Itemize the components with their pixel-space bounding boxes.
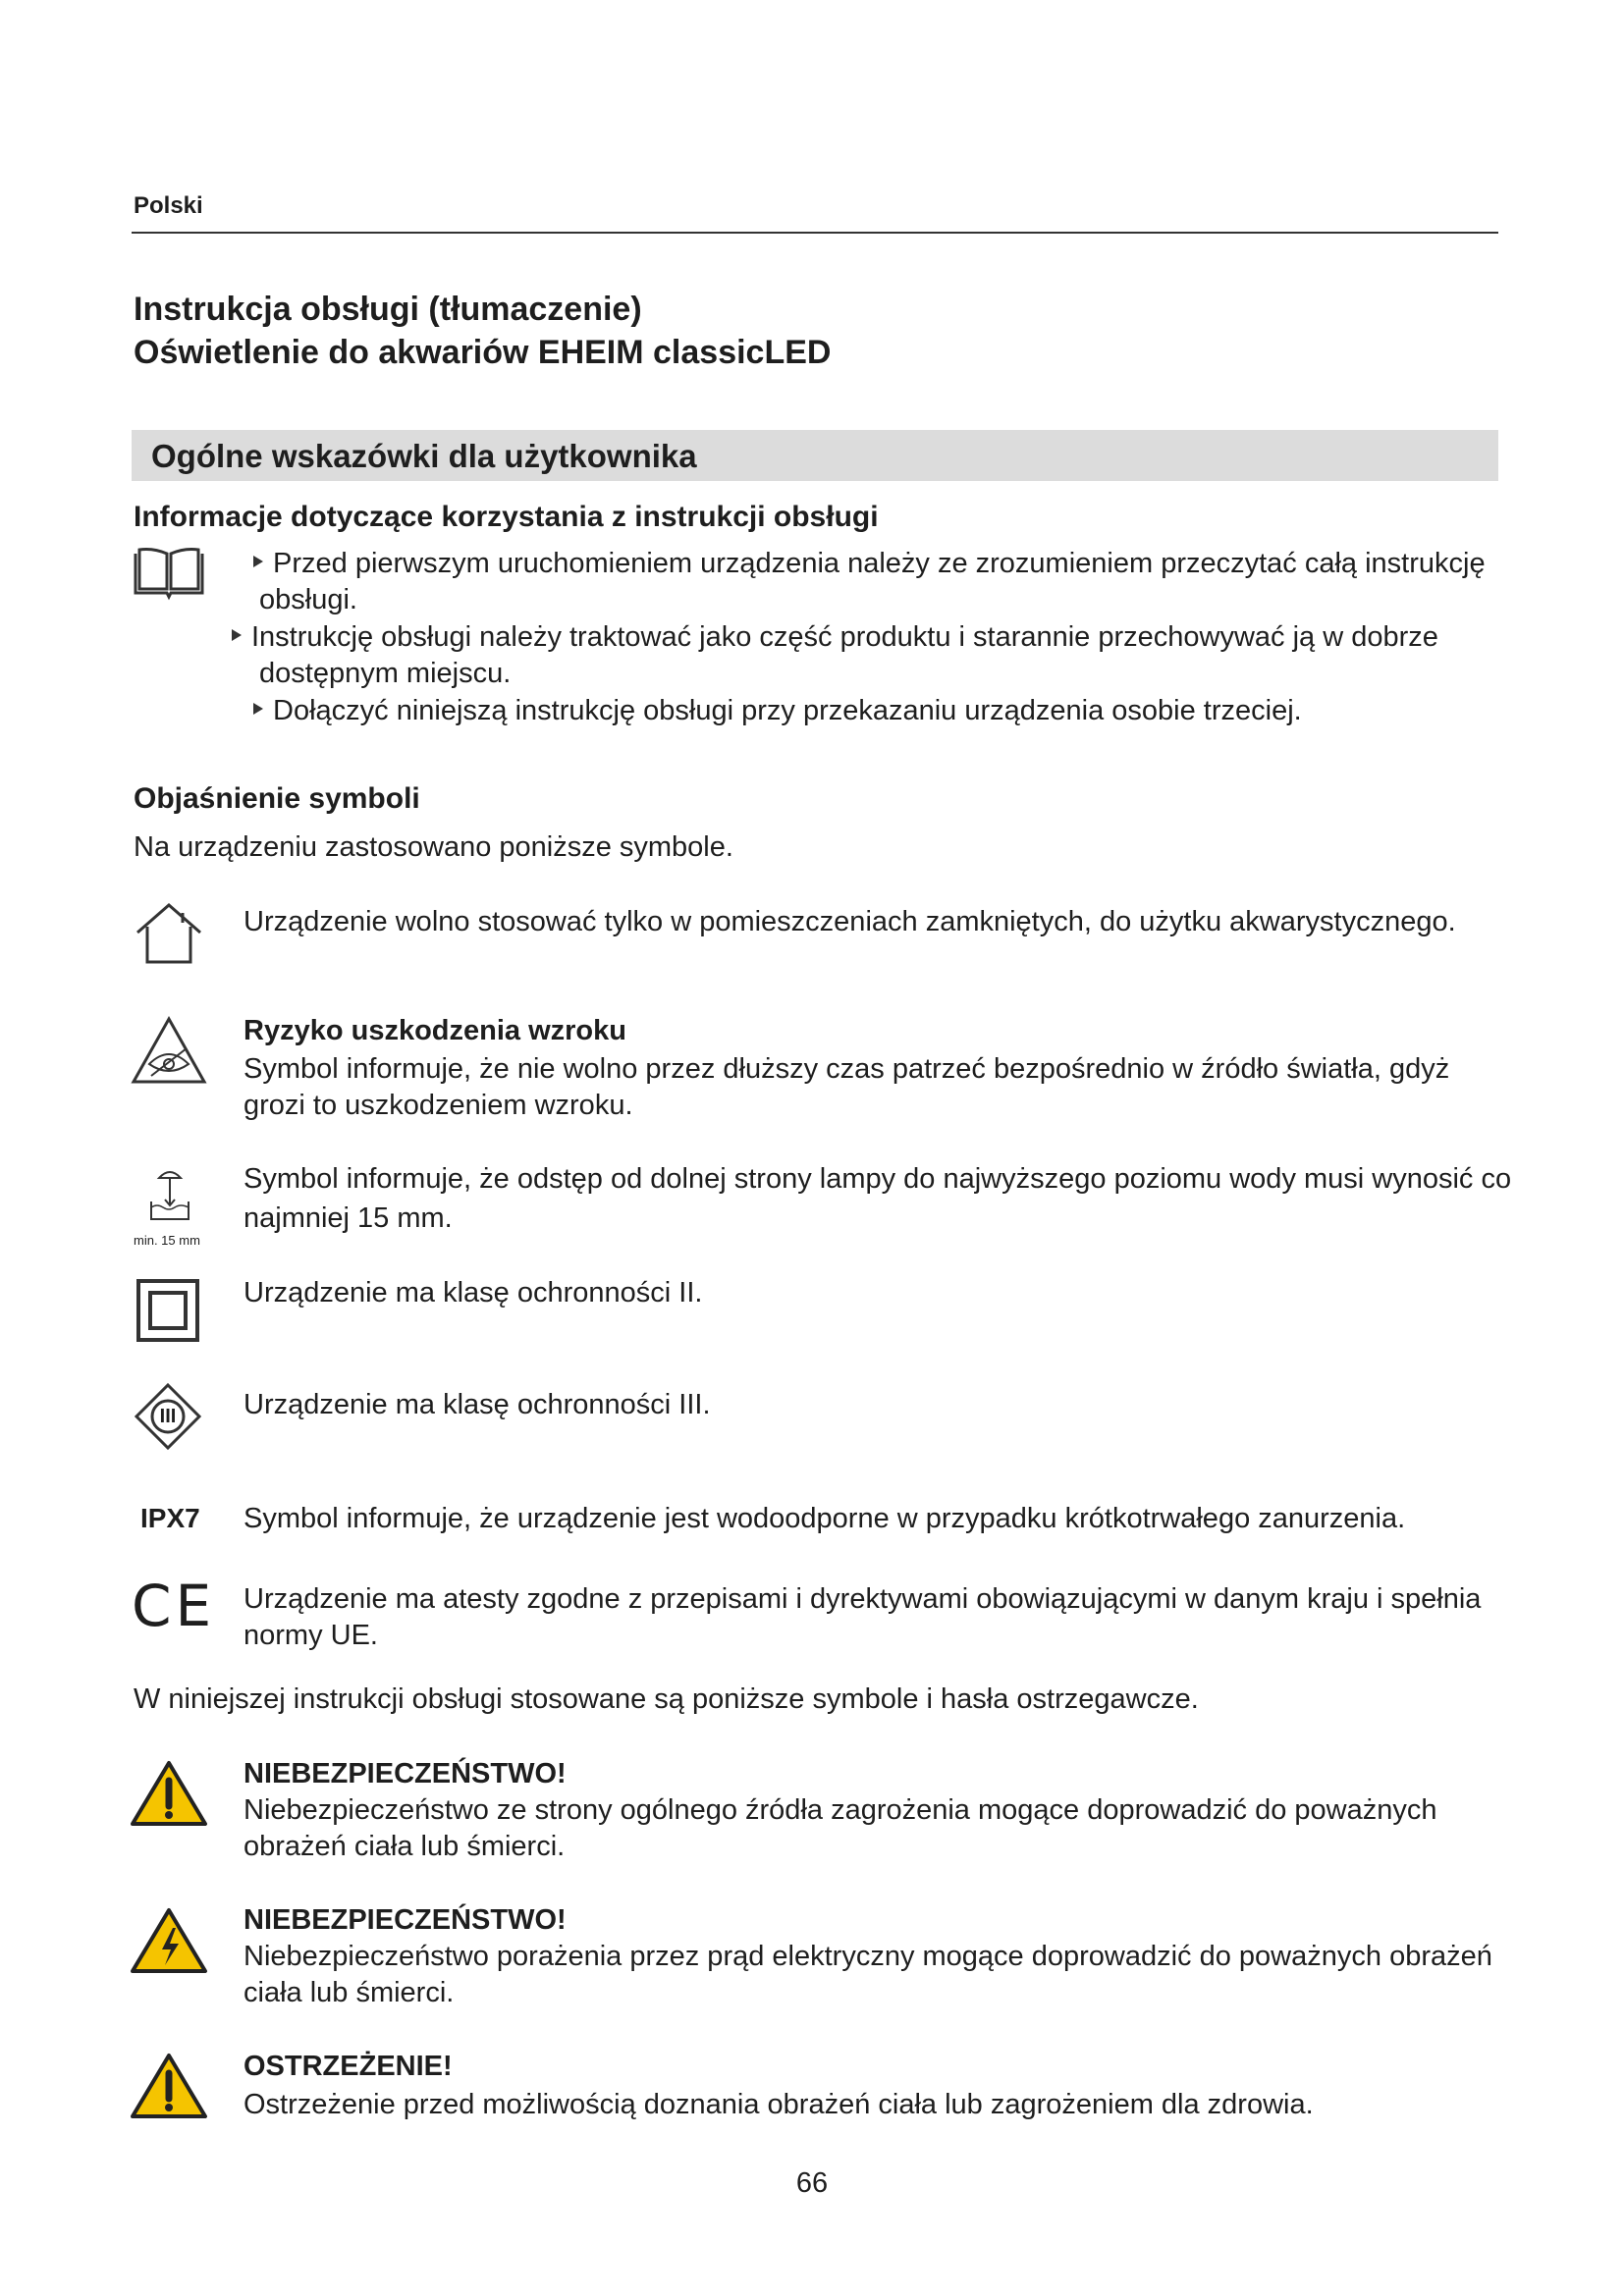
water-distance-text-2: najmniej 15 mm. xyxy=(244,1202,453,1234)
caution-text-1: Ostrzeżenie przed możliwością doznania obrażeń ciała lub zagrożeniem dla zdrowia. xyxy=(244,2089,1314,2120)
eye-damage-warning-icon xyxy=(130,1015,208,1086)
section-heading: Ogólne wskazówki dla użytkownika xyxy=(151,438,697,474)
ce-mark-icon: CE xyxy=(132,1573,216,1639)
danger-text-1: Niebezpieczeństwo ze strony ogólnego źródła zagrożenia mogące doprowadzić do poważnych xyxy=(244,1794,1437,1826)
page-number: 66 xyxy=(795,2167,829,2199)
protection-class-3-icon: III xyxy=(134,1382,202,1451)
usage-bullet-1: Przed pierwszym uruchomieniem urządzenia należy ze zrozumieniem przeczytać całą instrukcję xyxy=(253,546,1486,582)
bullet-marker-icon xyxy=(232,629,242,641)
usage-bullet-1-cont: obsługi. xyxy=(259,584,357,615)
usage-bullet-3: Dołączyć niniejszą instrukcję obsługi przy przekazaniu urządzenia osobie trzeciej. xyxy=(253,693,1302,729)
section-heading-bar xyxy=(132,430,1498,481)
ce-text-2: normy UE. xyxy=(244,1620,378,1651)
eye-damage-text-1: Symbol informuje, że nie wolno przez dłuższy czas patrzeć bezpośrednio w źródło światła, gdyż xyxy=(244,1053,1450,1085)
protection-class-2-icon xyxy=(135,1278,200,1343)
document-title: Instrukcja obsługi (tłumaczenie) xyxy=(134,291,642,328)
symbol-indoor-text: Urządzenie wolno stosować tylko w pomieszczeniach zamkniętych, do użytku akwarystycznego. xyxy=(244,906,1456,937)
ipx7-text: Symbol informuje, że urządzenie jest wodoodporne w przypadku krótkotrwałego zanurzenia. xyxy=(244,1503,1406,1534)
electric-text-2: ciała lub śmierci. xyxy=(244,1977,455,2008)
product-title: Oświetlenie do akwariów EHEIM classicLED xyxy=(134,334,832,371)
electric-title: NIEBEZPIECZEŃSTWO! xyxy=(244,1904,567,1936)
book-icon xyxy=(132,546,206,601)
ipx7-label: IPX7 xyxy=(140,1503,200,1533)
symbols-intro: Na urządzeniu zastosowano poniższe symbole. xyxy=(134,831,733,863)
warnings-intro: W niniejszej instrukcji obsługi stosowane są poniższe symbole i hasła ostrzegawcze. xyxy=(134,1683,1199,1715)
bullet-marker-icon xyxy=(253,556,263,567)
eye-damage-title: Ryzyko uszkodzenia wzroku xyxy=(244,1015,626,1046)
water-distance-text-1: Symbol informuje, że odstęp od dolnej strony lampy do najwyższego poziomu wody musi wynosić co xyxy=(244,1163,1512,1195)
water-distance-icon xyxy=(147,1166,192,1225)
danger-warning-icon xyxy=(130,1759,208,1828)
water-distance-label: min. 15 mm xyxy=(134,1233,200,1248)
symbols-heading: Objaśnienie symboli xyxy=(134,782,420,815)
bullet-marker-icon xyxy=(253,703,263,715)
caution-title: OSTRZEŻENIE! xyxy=(244,2051,453,2082)
usage-bullet-2-cont: dostępnym miejscu. xyxy=(259,658,512,689)
class-2-text: Urządzenie ma klasę ochronności II. xyxy=(244,1277,703,1308)
ce-text-1: Urządzenie ma atesty zgodne z przepisami i dyrektywami obowiązującymi w danym kraju i spełnia xyxy=(244,1583,1482,1615)
usage-heading: Informacje dotyczące korzystania z instrukcji obsługi xyxy=(134,501,879,533)
header-divider xyxy=(132,232,1498,234)
danger-text-2: obrażeń ciała lub śmierci. xyxy=(244,1831,566,1862)
usage-bullet-2: Instrukcję obsługi należy traktować jako część produktu i starannie przechowywać ją w dobrze xyxy=(232,619,1438,656)
electric-text-1: Niebezpieczeństwo porażenia przez prąd elektryczny mogące doprowadzić do poważnych obrażeń xyxy=(244,1941,1492,1972)
electric-shock-warning-icon xyxy=(130,1906,208,1975)
house-icon xyxy=(132,901,206,966)
caution-warning-icon xyxy=(130,2052,208,2120)
danger-title: NIEBEZPIECZEŃSTWO! xyxy=(244,1758,567,1789)
eye-damage-text-2: grozi to uszkodzeniem wzroku. xyxy=(244,1090,633,1121)
language-label: Polski xyxy=(134,192,203,219)
class-3-text: Urządzenie ma klasę ochronności III. xyxy=(244,1389,711,1420)
